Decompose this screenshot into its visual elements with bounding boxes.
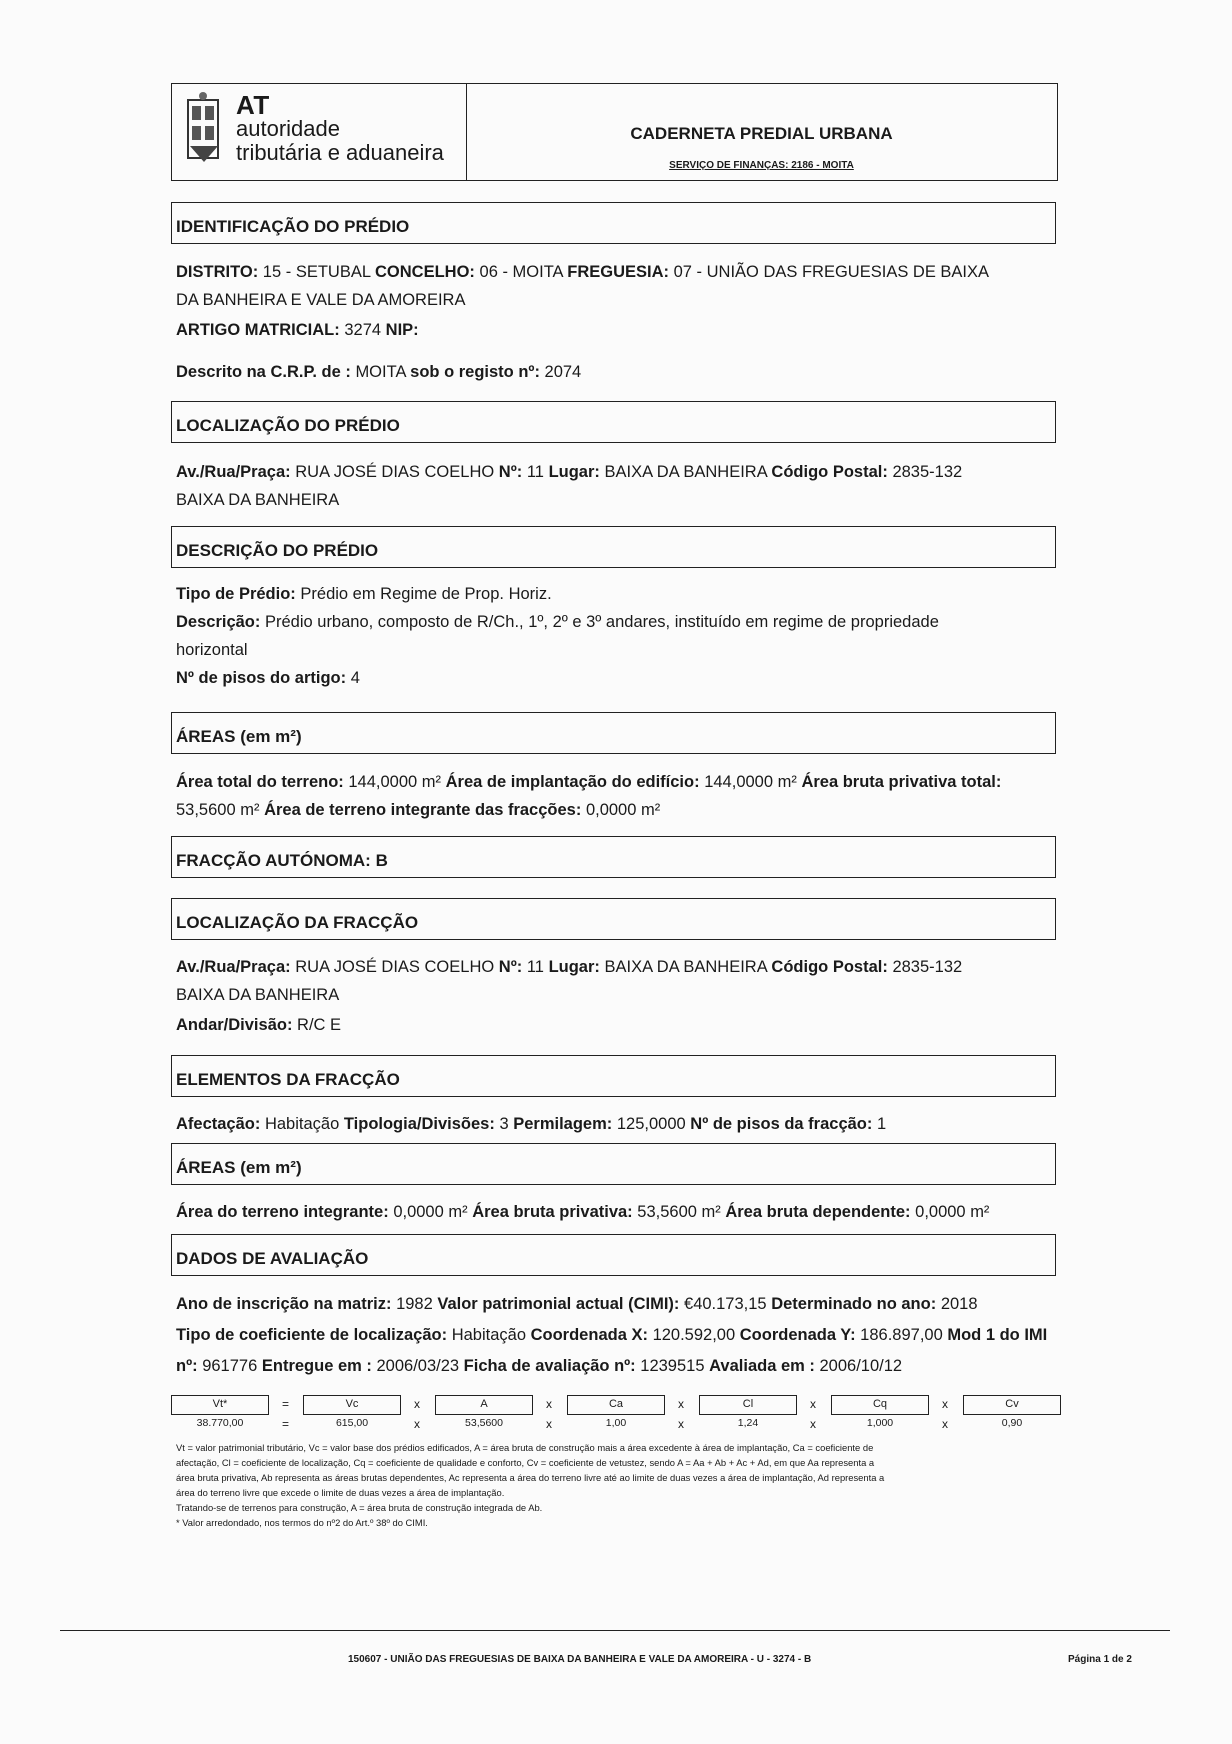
identificacao-block: DISTRITO: 15 - SETUBAL CONCELHO: 06 - MOITA FREGUESIA: 07 - UNIÃO DAS FREGUESIAS DE BAIXA DA BANHEIRA E VALE DA AMOREIRA ARTIGO MATRICIAL: 3274 NIP: Descrito na C.R.P. de : MOITA sob o registo nº: 2074	[176, 263, 990, 381]
localizacao-fraccao-block: Av./Rua/Praça: RUA JOSÉ DIAS COELHO Nº: 11 Lugar: BAIXA DA BANHEIRA Código Postal: 2835-132 BAIXA DA BANHEIRA Andar/Divisão: R/C E	[176, 958, 963, 1034]
formula-value-vt: 38.770,00	[196, 1417, 244, 1429]
section-elementos	[171, 1055, 1056, 1097]
formula-times: x	[678, 1397, 684, 1411]
footer-divider	[60, 1630, 1170, 1631]
at-logo	[172, 84, 467, 180]
elementos-block: Afectação: Habitação Tipologia/Divisões: 3 Permilagem: 125,0000 Nº de pisos da fracção: 1	[176, 1115, 887, 1133]
page-number: Página 1 de 2	[1068, 1654, 1132, 1665]
formula-times: x	[678, 1417, 684, 1431]
section-title: FRACÇÃO AUTÓNOMA: B	[176, 851, 388, 870]
localizacao-predio-block: Av./Rua/Praça: RUA JOSÉ DIAS COELHO Nº: 11 Lugar: BAIXA DA BANHEIRA Código Postal: 2835-132 BAIXA DA BANHEIRA	[176, 463, 963, 509]
note-line: área do terreno livre que excede o limite de duas vezes a área de implantação.	[176, 1487, 505, 1498]
formula-times: x	[942, 1397, 948, 1411]
section-descricao	[171, 526, 1056, 568]
areas-fraccao-block: Área do terreno integrante: 0,0000 m² Área bruta privativa: 53,5600 m² Área bruta dependente: 0,0000 m²	[176, 1203, 990, 1221]
formula-equals: =	[282, 1417, 290, 1431]
note-line: * Valor arredondado, nos termos do nº2 do Art.º 38º do CIMI.	[176, 1517, 428, 1528]
section-localizacao-predio	[171, 401, 1056, 443]
formula-value-a: 53,5600	[465, 1417, 503, 1429]
formula-equals: =	[282, 1397, 290, 1411]
formula-label-vt: Vt*	[171, 1395, 269, 1415]
section-title: IDENTIFICAÇÃO DO PRÉDIO	[176, 217, 410, 236]
section-avaliacao	[171, 1234, 1056, 1276]
formula-times: x	[414, 1397, 420, 1411]
areas-predio-block: Área total do terreno: 144,0000 m² Área de implantação do edifício: 144,0000 m² Área bruta privativa total: 53,5600 m² Área de terreno integrante das fracções: 0,0000 m²	[176, 773, 1002, 819]
formula-value-vc: 615,00	[335, 1417, 369, 1429]
avaliacao-block: Ano de inscrição na matriz: 1982 Valor patrimonial actual (CIMI): €40.173,15 Determinado no ano: 2018 Tipo de coeficiente de localização: Habitação Coordenada X: 120.592,00 Coordenada Y: 186.897,00 Mod 1 do IMI nº: 961776 Entregue em : 2006/03/23 Ficha de avaliação nº: 1239515 Avaliada em : 2006/10/12	[176, 1295, 1048, 1375]
footer-reference: 150607 - UNIÃO DAS FREGUESIAS DE BAIXA DA BANHEIRA E VALE DA AMOREIRA - U - 3274 - B	[348, 1654, 812, 1665]
formula-value-cq: 1,000	[866, 1417, 894, 1429]
formula-label-ca: Ca	[567, 1395, 665, 1415]
formula-value-cv: 0,90	[1001, 1417, 1023, 1429]
document-title: CADERNETA PREDIAL URBANA	[630, 124, 893, 143]
formula-times: x	[942, 1417, 948, 1431]
section-title: LOCALIZAÇÃO DO PRÉDIO	[176, 416, 400, 435]
coat-of-arms-icon	[184, 90, 224, 170]
tax-office: SERVIÇO DE FINANÇAS: 2186 - MOITA	[669, 160, 854, 171]
section-title: ELEMENTOS DA FRACÇÃO	[176, 1070, 400, 1089]
formula-times: x	[810, 1417, 816, 1431]
section-identificacao	[171, 202, 1056, 244]
logo-line-3: tributária e aduaneira	[236, 140, 444, 165]
note-line: Tratando-se de terrenos para construção, A = área bruta de construção integrada de Ab.	[176, 1502, 543, 1513]
section-title: LOCALIZAÇÃO DA FRACÇÃO	[176, 913, 419, 932]
formula-value-ca: 1,00	[605, 1417, 627, 1429]
section-areas-fraccao	[171, 1143, 1056, 1185]
logo-line-2: autoridade	[236, 116, 340, 141]
document-header	[171, 83, 1058, 181]
section-title: ÁREAS (em m²)	[176, 727, 302, 746]
section-areas-predio	[171, 712, 1056, 754]
formula-label-vc: Vc	[303, 1395, 401, 1415]
formula-label-cq: Cq	[831, 1395, 929, 1415]
logo-at-text: AT	[236, 90, 270, 120]
formula-label-a: A	[435, 1395, 533, 1415]
formula-times: x	[414, 1417, 420, 1431]
section-localizacao-fraccao	[171, 898, 1056, 940]
section-title: DADOS DE AVALIAÇÃO	[176, 1249, 369, 1268]
note-line: área bruta privativa, Ab representa as áreas brutas dependentes, Ac representa a área do terreno livre até ao limite de duas vezes a área de implantação, Ad representa a	[176, 1472, 885, 1483]
note-line: Vt = valor patrimonial tributário, Vc = valor base dos prédios edificados, A = área bruta de construção mais a área excedente à área de implantação, Ca = coeficiente de	[176, 1442, 874, 1453]
section-fraccao	[171, 836, 1056, 878]
descricao-block: Tipo de Prédio: Prédio em Regime de Prop. Horiz. Descrição: Prédio urbano, composto de R/Ch., 1º, 2º e 3º andares, instituído em regime de propriedade horizontal Nº de pisos do artigo: 4	[176, 585, 939, 687]
note-line: afectação, Cl = coeficiente de localização, Cq = coeficiente de qualidade e conforto, Cv = coeficiente de vetustez, sendo A = Aa + Ab + Ac + Ad, em que Aa representa a	[176, 1457, 875, 1468]
formula-value-cl: 1,24	[737, 1417, 759, 1429]
formula-times: x	[546, 1417, 552, 1431]
section-title: ÁREAS (em m²)	[176, 1158, 302, 1177]
formula-notes	[176, 1440, 1056, 1530]
formula-times: x	[810, 1397, 816, 1411]
formula-label-cl: Cl	[699, 1395, 797, 1415]
section-title: DESCRIÇÃO DO PRÉDIO	[176, 541, 379, 560]
formula-label-cv: Cv	[963, 1395, 1061, 1415]
formula-times: x	[546, 1397, 552, 1411]
